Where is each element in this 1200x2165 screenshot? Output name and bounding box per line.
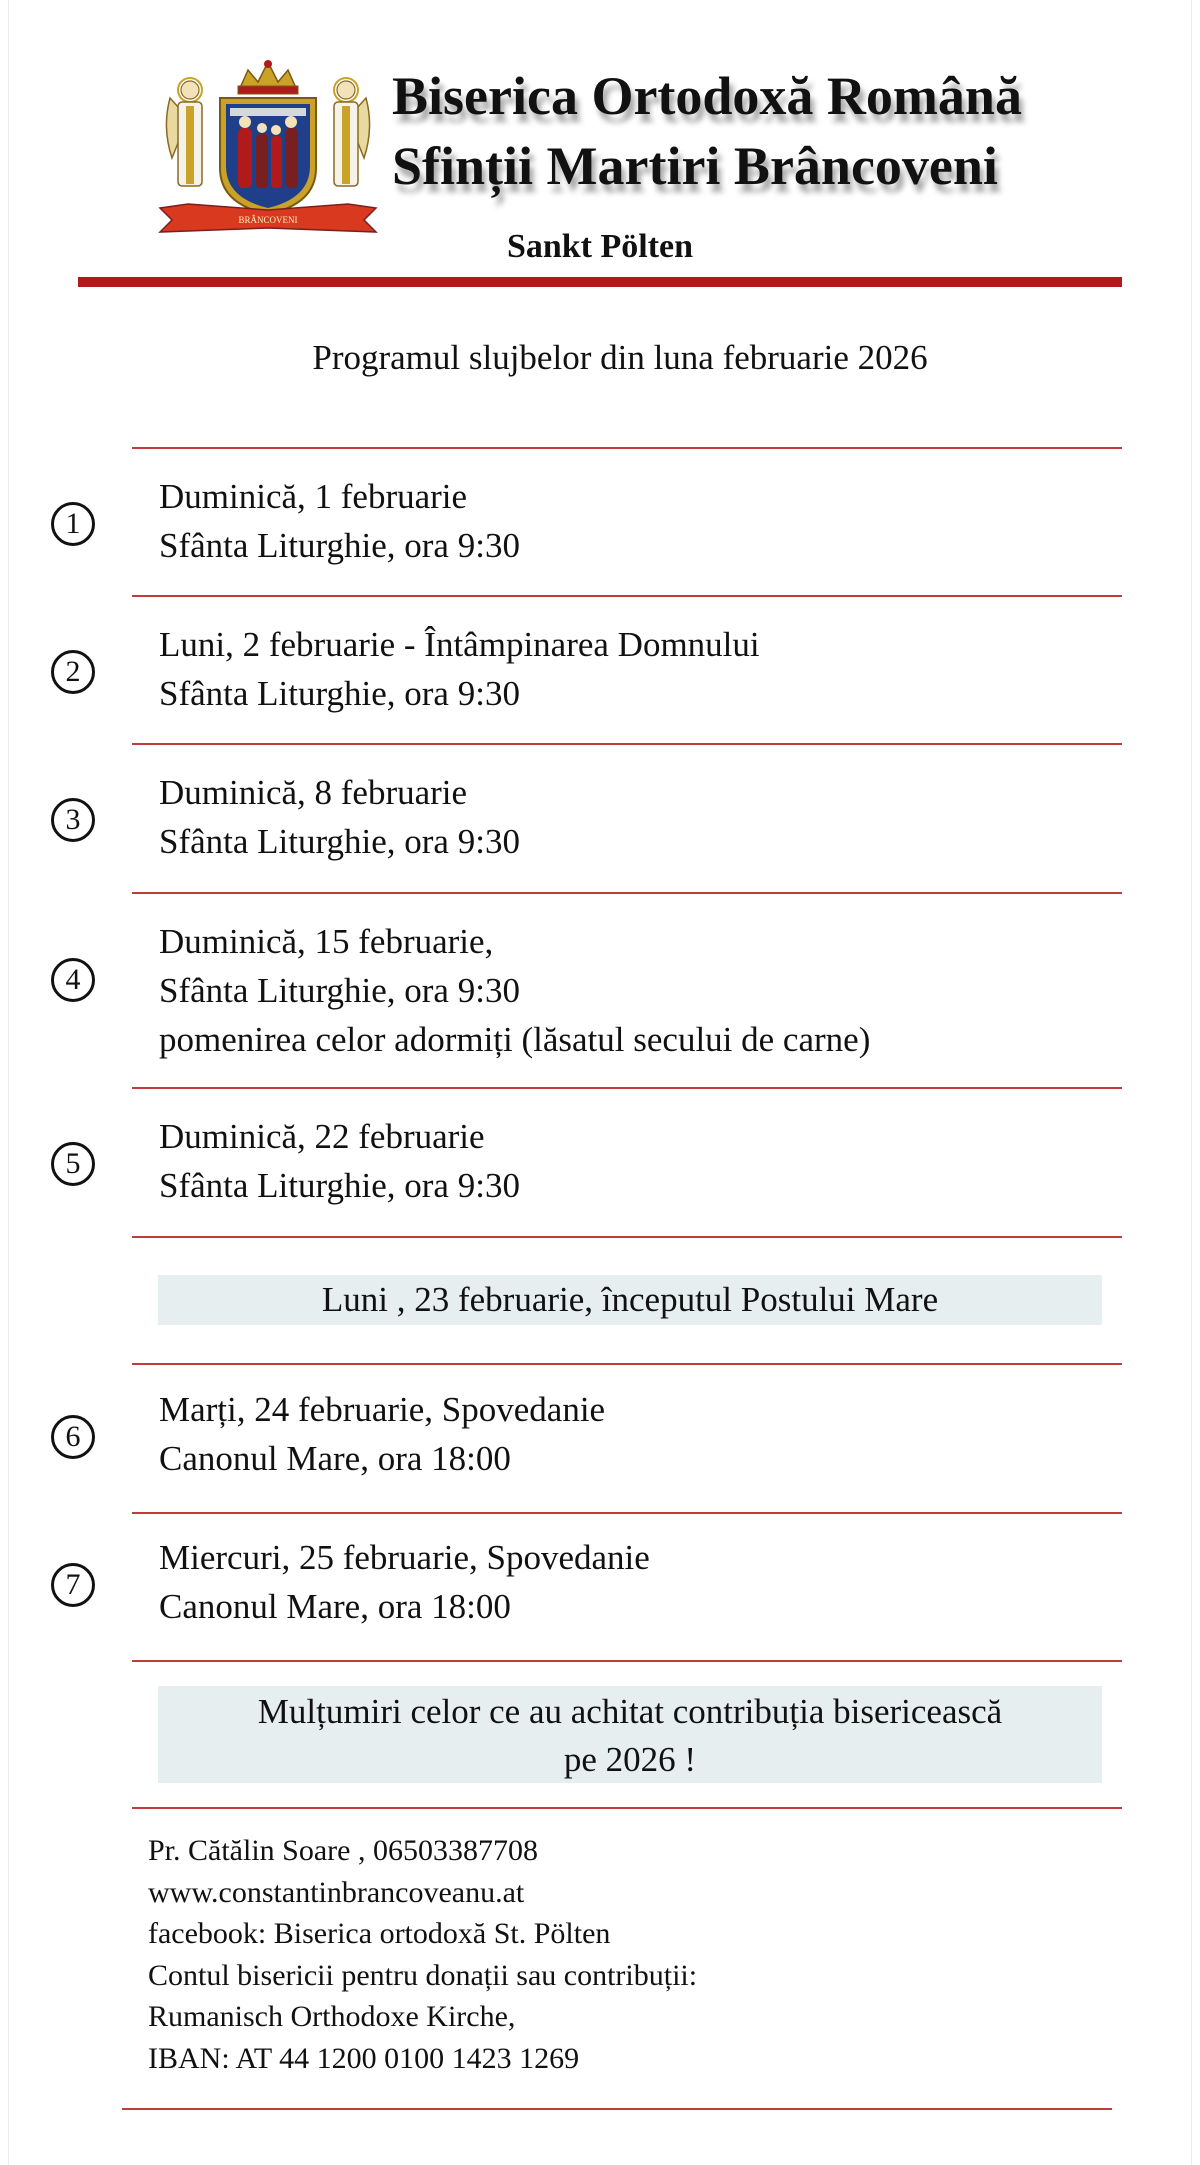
contact-block <box>148 1830 697 2079</box>
website-link[interactable]: www.constantinbrancoveanu.at <box>148 1875 525 1909</box>
service-number-badge: 5 <box>51 1142 95 1186</box>
divider <box>132 1807 1122 1809</box>
service-number-badge: 4 <box>51 958 95 1002</box>
service-date: Duminică, 15 februarie, <box>159 922 494 961</box>
divider <box>132 447 1122 449</box>
service-date: Miercuri, 25 februarie, Spovedanie <box>159 1538 650 1577</box>
service-date: Duminică, 1 februarie <box>159 477 468 516</box>
service-entry <box>159 768 520 866</box>
service-note: pomenirea celor adormiți (lăsatul secului de carne) <box>159 1020 871 1059</box>
service-number-badge: 6 <box>51 1415 95 1459</box>
service-date: Marți, 24 februarie, Spovedanie <box>159 1390 606 1429</box>
service-number-badge: 2 <box>51 650 95 694</box>
divider <box>132 743 1122 745</box>
account-name: Rumanisch Orthodoxe Kirche, <box>148 2000 516 2033</box>
iban: IBAN: AT 44 1200 0100 1423 1269 <box>148 2041 580 2075</box>
church-coat-of-arms-icon <box>158 58 378 238</box>
divider <box>132 1512 1122 1514</box>
church-location: Sankt Pölten <box>506 228 694 265</box>
service-date: Duminică, 8 februarie <box>159 773 468 812</box>
divider <box>132 595 1122 597</box>
service-entry <box>159 1112 520 1210</box>
service-detail: Sfânta Liturghie, ora 9:30 <box>159 971 520 1010</box>
service-date: Duminică, 22 februarie <box>159 1117 485 1156</box>
service-detail: Canonul Mare, ora 18:00 <box>159 1587 511 1626</box>
service-number-badge: 7 <box>51 1563 95 1607</box>
thanks-line-1: Mulțumiri celor ce au achitat contribuția bisericească <box>257 1692 1003 1731</box>
divider <box>132 1660 1122 1662</box>
account-label: Contul bisericii pentru donații sau contribuții: <box>148 1958 698 1992</box>
service-detail: Sfânta Liturghie, ora 9:30 <box>159 822 520 861</box>
church-title-line-1: Biserica Ortodoxă Română <box>392 66 1022 126</box>
priest-contact: Pr. Cătălin Soare , 06503387708 <box>148 1834 538 1867</box>
divider <box>132 1363 1122 1365</box>
header-divider-bar <box>78 277 1122 287</box>
service-detail: Sfânta Liturghie, ora 9:30 <box>159 674 520 713</box>
service-detail: Sfânta Liturghie, ora 9:30 <box>159 526 520 565</box>
divider <box>132 1087 1122 1089</box>
service-entry <box>159 1385 605 1483</box>
divider <box>132 892 1122 894</box>
divider <box>132 1236 1122 1238</box>
service-date: Luni, 2 februarie - Întâmpinarea Domnului <box>159 625 760 664</box>
service-entry <box>159 1533 650 1631</box>
service-number-badge: 3 <box>51 798 95 842</box>
service-detail: Sfânta Liturghie, ora 9:30 <box>159 1166 520 1205</box>
church-title-line-2: Sfinții Martiri Brâncoveni <box>392 136 998 196</box>
program-title: Programul slujbelor din luna februarie 2026 <box>312 338 928 377</box>
service-entry <box>159 472 520 570</box>
divider <box>122 2108 1112 2110</box>
service-number-badge: 1 <box>51 502 95 546</box>
service-detail: Canonul Mare, ora 18:00 <box>159 1439 511 1478</box>
service-entry <box>159 620 760 718</box>
service-entry <box>159 917 870 1064</box>
facebook-info: facebook: Biserica ortodoxă St. Pölten <box>148 1917 611 1950</box>
lent-notice: Luni , 23 februarie, începutul Postului Mare <box>158 1275 1102 1325</box>
thanks-line-2: pe 2026 ! <box>563 1740 697 1779</box>
thanks-notice <box>158 1686 1102 1783</box>
svg-text:BRÂNCOVENI: BRÂNCOVENI <box>238 215 298 225</box>
